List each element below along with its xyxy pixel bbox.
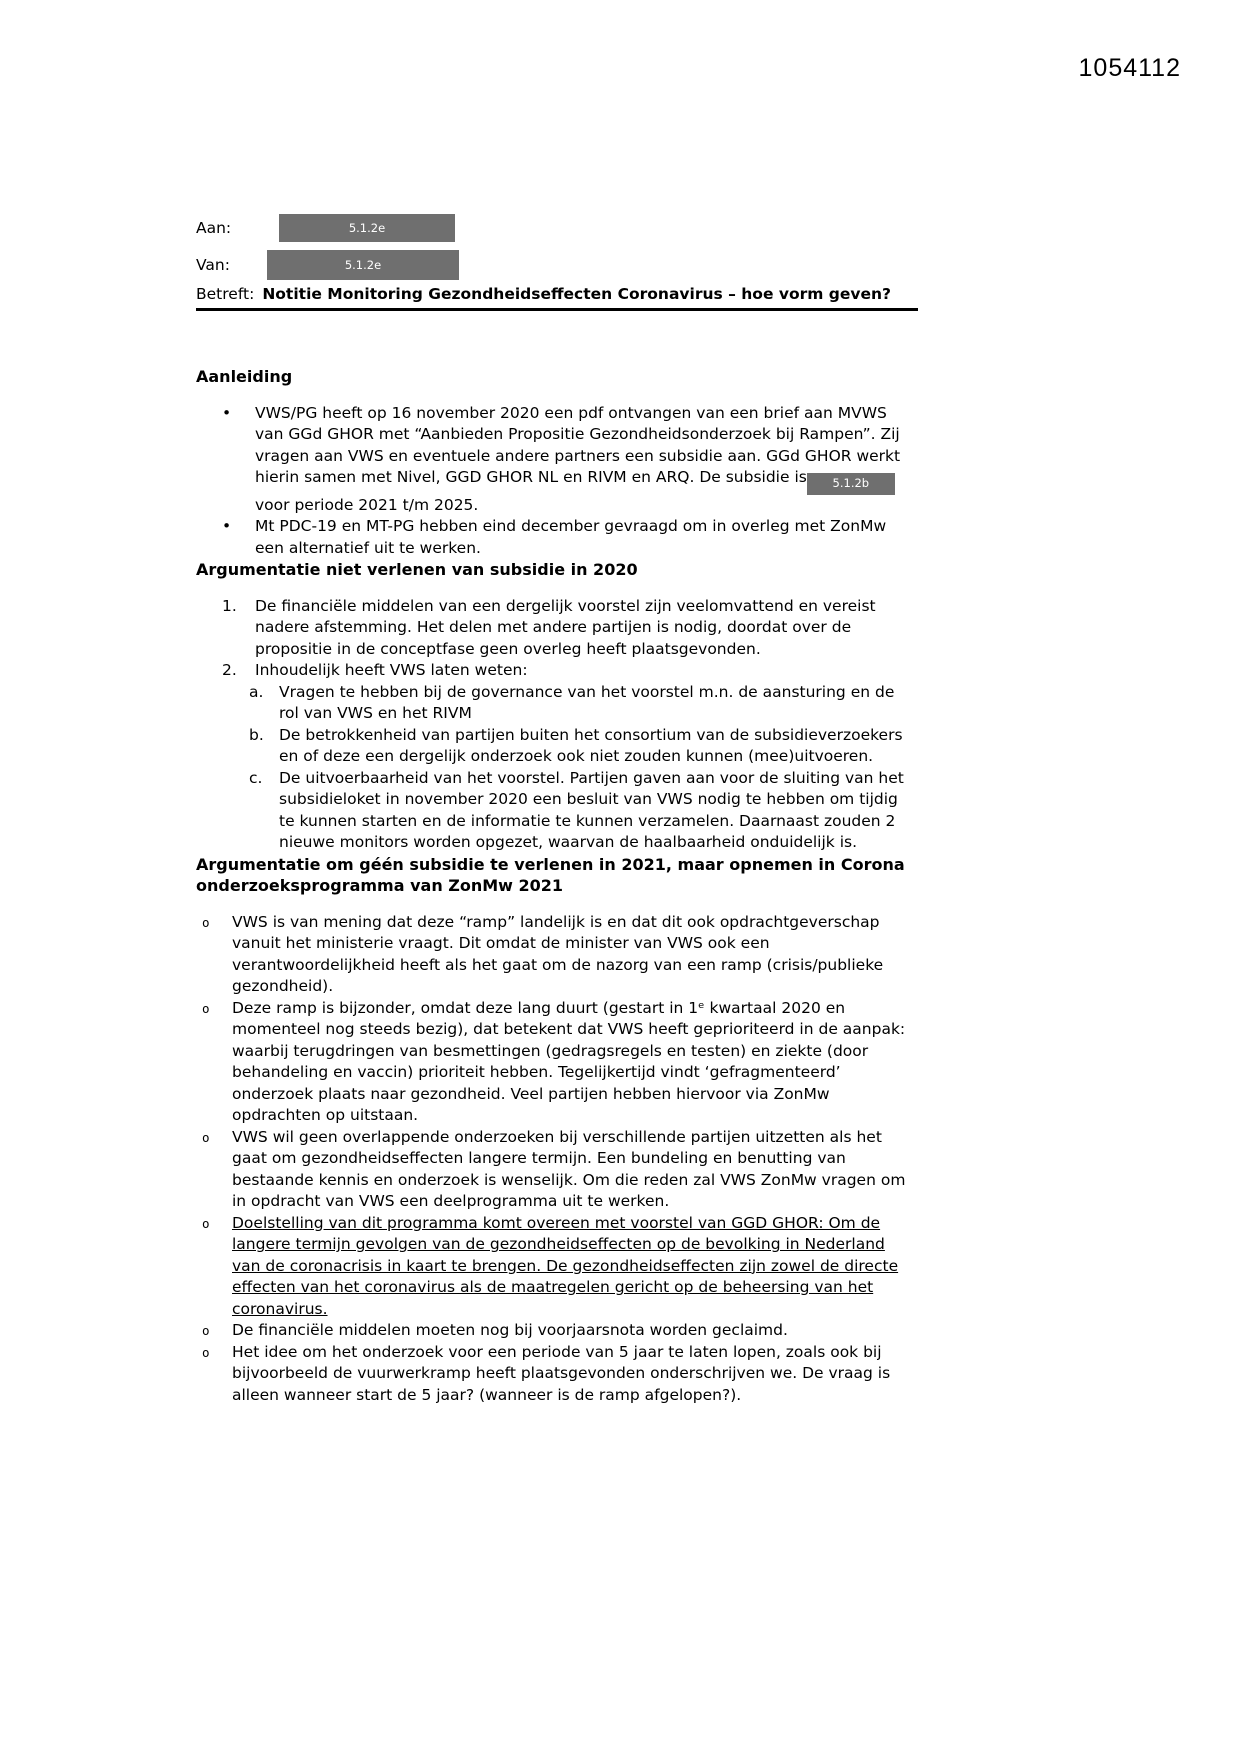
section-heading-aanleiding: Aanleiding (196, 367, 293, 386)
item-number: 1. (222, 596, 237, 615)
numbered-item (222, 660, 918, 682)
van-label: Van: (196, 256, 230, 274)
lettered-item (249, 768, 918, 854)
list-item-text (255, 403, 918, 517)
betreft-row (196, 285, 891, 303)
list-item-text: Het idee om het onderzoek voor een periode van 5 jaar te laten lopen, zoals ook bij bijvoorbeeld de vuurwerkramp heeft plaatsgevonden onderschrijven we. De vraag is alleen wanneer start de 5 jaar? (wanneer is de ramp afgelopen?). (232, 1342, 891, 1404)
argumentatie-2020-numbered-list (222, 596, 918, 854)
section-heading-argumentatie-2021: Argumentatie om géén subsidie te verlenen in 2021, maar opnemen in Corona onderzoeksprogramma van ZonMw 2021 (196, 854, 905, 896)
argumentatie-2021-circle-list (202, 912, 918, 1407)
circle-bullet-icon: o (202, 1344, 210, 1360)
list-item (202, 1127, 918, 1213)
memo-subject-title: Notitie Monitoring Gezondheidseffecten Coronavirus – hoe vorm geven? (262, 285, 892, 303)
bullet-icon: • (222, 403, 232, 422)
list-item-text: Inhoudelijk heeft VWS laten weten: (255, 661, 528, 680)
list-item-text: Vragen te hebben bij de governance van het voorstel m.n. de aansturing en de rol van VWS en het RIVM (279, 682, 895, 723)
list-item-text: Doelstelling van dit programma komt overeen met voorstel van GGD GHOR: Om de langere termijn gevolgen van de gezondheidseffecten op de bevolking in Nederland van de coronacrisis in kaart te brengen. De gezondheidseffecten zijn zowel de directe effecten van het coronavirus als de maatregelen gericht op de beheersing van het coronavirus. (232, 1213, 899, 1318)
list-item-underlined (202, 1213, 918, 1321)
list-item-text: Mt PDC-19 en MT-PG hebben eind december gevraagd om in overleg met ZonMw een alternatief uit te werken. (255, 517, 887, 557)
list-item (202, 998, 918, 1127)
bullet-icon: • (222, 517, 232, 536)
lettered-item (249, 682, 918, 725)
list-item-text: VWS is van mening dat deze “ramp” landelijk is en dat dit ook opdrachtgeverschap vanuit het ministerie vraagt. Dit omdat de minister van VWS ook een verantwoordelijkheid heeft als het gaat om de nazorg van een ramp (crisis/publieke gezondheid). (232, 912, 884, 996)
memo-body (196, 366, 918, 1406)
text-before-redaction: VWS/PG heeft op 16 november 2020 een pdf ontvangen van een brief aan MVWS van GGd GHOR met “Aanbieden Propositie Gezondheidsonderzoek bij Rampen”. Zij vragen aan VWS en eventuele andere partners een subsidie aan. GGd GHOR werkt hierin samen met Nivel, GGD GHOR NL en RIVM en ARQ. De subsidie is (255, 403, 901, 486)
list-item-text: De uitvoerbaarheid van het voorstel. Partijen gaven aan voor de sluiting van het subsidieloket in november 2020 een besluit van VWS nodig te hebben om tijdig te kunnen starten en de informatie te kunnen verzamelen. Daarnaast zouden 2 nieuwe monitors worden opgezet, waarvan de haalbaarheid onduidelijk is. (279, 768, 904, 852)
list-item (202, 1342, 918, 1407)
section-heading-argumentatie-2020: Argumentatie niet verlenen van subsidie in 2020 (196, 560, 638, 580)
list-item-text: VWS wil geen overlappende onderzoeken bij verschillende partijen uitzetten als het gaat om gezondheidseffecten langere termijn. Een bundeling en benutting van bestaande kennis en onderzoek is wenselijk. Om die reden zal VWS ZonMw vragen om in opdracht van VWS een deelprogramma uit te werken. (232, 1127, 906, 1211)
header-divider (196, 308, 918, 311)
list-item (202, 1320, 918, 1342)
item-letter: c. (249, 768, 263, 787)
item-letter: a. (249, 682, 264, 701)
circle-bullet-icon: o (202, 914, 210, 930)
aanleiding-bullet-list (222, 403, 918, 560)
item-letter: b. (249, 725, 264, 744)
circle-bullet-icon: o (202, 1215, 210, 1231)
van-row (196, 250, 459, 280)
list-item-text: De financiële middelen van een dergelijk voorstel zijn veelomvattend en vereist nadere afstemming. Het delen met andere partijen is nodig, doordat over de propositie in de conceptfase geen overleg heeft plaatsgevonden. (255, 596, 876, 658)
aan-row (196, 214, 455, 242)
text-after-redaction: voor periode 2021 t/m 2025. (255, 495, 479, 514)
list-item (202, 912, 918, 998)
list-item (222, 516, 918, 559)
inline-redaction-box: 5.1.2b (807, 473, 895, 495)
circle-bullet-icon: o (202, 1129, 210, 1145)
lettered-sub-list (222, 682, 918, 854)
document-number: 1054112 (1078, 54, 1181, 82)
list-item (222, 403, 918, 517)
circle-bullet-icon: o (202, 1000, 210, 1016)
aan-label: Aan: (196, 219, 232, 237)
betreft-label: Betreft: (196, 285, 255, 303)
list-item-text: De betrokkenheid van partijen buiten het consortium van de subsidieverzoekers en of deze een dergelijk onderzoek ook niet zouden kunnen (mee)uitvoeren. (279, 725, 903, 766)
item-number: 2. (222, 661, 237, 680)
list-item-text: Deze ramp is bijzonder, omdat deze lang duurt (gestart in 1ᵉ kwartaal 2020 en momenteel nog steeds bezig), dat betekent dat VWS heeft geprioriteerd in de aanpak: waarbij terugdringen van besmettingen (gedragsregels en testen) en ziekte (door behandeling en vaccin) prioriteit hebben. Tegelijkertijd vindt ‘gefragmenteerd’ onderzoek plaats naar gezondheid. Veel partijen hebben hiervoor via ZonMw opdrachten op uitstaan. (232, 998, 906, 1125)
van-redaction-box: 5.1.2e (267, 250, 459, 280)
circle-bullet-icon: o (202, 1323, 210, 1339)
lettered-item (249, 725, 918, 768)
list-item-text: De financiële middelen moeten nog bij voorjaarsnota worden geclaimd. (232, 1321, 788, 1340)
aan-redaction-box: 5.1.2e (279, 214, 455, 242)
numbered-item (222, 596, 918, 661)
